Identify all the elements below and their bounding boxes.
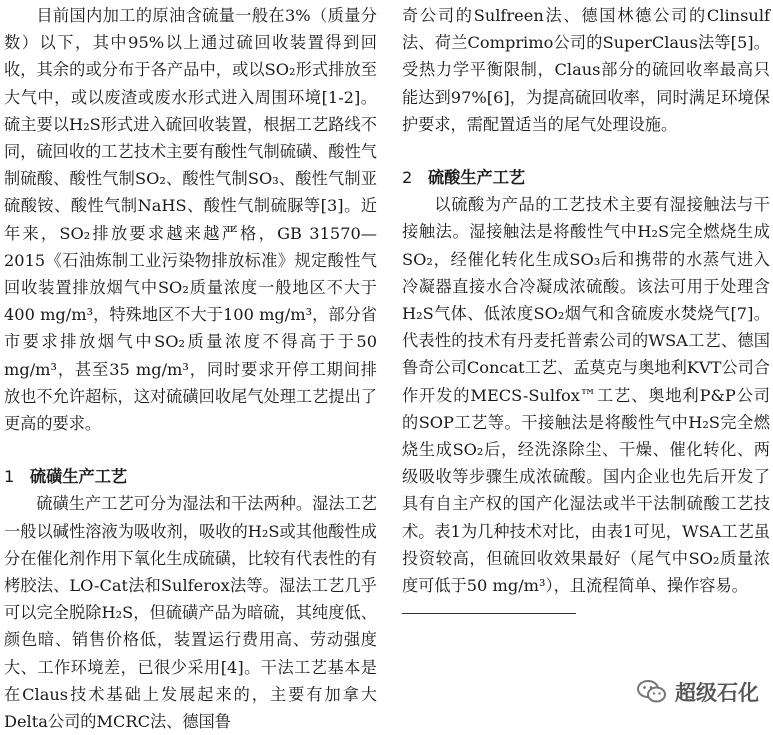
watermark-text: 超级石化 [675,681,759,705]
section-2-paragraph: 以硫酸为产品的工艺技术主要有湿接触法与干接触法。湿接触法是将酸性气中H₂S完全燃烧生成SO₂，经催化转化生成SO₃后和携带的水蒸气进入冷凝器直接水合冷凝成浓硫酸。该法可用于处理含H₂S气体、低浓度SO₂烟气和含硫废水焚烧气[7]。代表性的技术有丹麦托普索公司的WSA工艺、德国鲁奇公司Concat工艺、孟莫克与奥地利KVT公司合作开发的MECS-Sulfox™工艺、奥地利P&P公司的SOP工艺等。干接触法是将酸性气中H₂S完全燃烧生成SO₂后，经洗涤除尘、干燥、催化转化、两级吸收等步骤生成浓硫酸。国内企业也先后开发了具有自主产权的国产化湿法或半干法制硫酸工艺技术。表1为几种技术对比，由表1可见，WSA工艺虽投资较高，但硫回收效果最好（尾气中SO₂质量浓度可低于50 mg/m³），且流程简单、操作容易。 [402,195,770,596]
section-1-title: 硫磺生产工艺 [30,467,128,487]
watermark [637,677,759,707]
section-1-paragraph: 硫磺生产工艺可分为湿法和干法两种。湿法工艺一般以碱性溶液为吸收剂，吸收的H₂S或其他酸性成分在催化剂作用下氧化生成硫磺，比较有代表性的有栲胶法、LO-Cat法和Sulferox法等。湿法工艺几乎可以完全脱除H₂S，但硫磺产品为暗硫，其纯度低、颜色暗、销售价格低，装置运行费用高、劳动强度大、工作环境差，已很少采用[4]。干法工艺基本是在Claus技术基础上发展起来的，主要有加拿大Delta公司的MCRC法、德国鲁 [4,494,377,732]
section-2-number: 2 [402,168,413,188]
section-2-title: 硫酸生产工艺 [428,168,526,188]
wechat-icon [637,679,667,705]
left-column [4,2,377,735]
footnote-rule [402,613,576,614]
section-2-heading [402,164,770,191]
section-1-heading [4,463,377,490]
intro-paragraph: 目前国内加工的原油含硫量一般在3%（质量分数）以下，其中95%以上通过硫回收装置得到回收，其余的或分布于各产品中，或以SO₂形式排放至大气中，或以废渣或废水形式进入周围环境[1-2]。硫主要以H₂S形式进入硫回收装置，根据工艺路线不同，硫回收的工艺技术主要有酸性气制硫磺、酸性气制硫酸、酸性气制SO₂、酸性气制SO₃、酸性气制亚硫酸铵、酸性气制NaHS、酸性气制硫脲等[3]。近年来，SO₂排放要求越来越严格，GB 31570—2015《石油炼制工业污染物排放标准》规定酸性气回收装置排放烟气中SO₂质量浓度一般地区不大于400 mg/m³，特殊地区不大于100 mg/m³，部分省市要求排放烟气中SO₂质量浓度不得高于于50 mg/m³，甚至35 mg/m³，同时要求开停工期间排放也不允许超标，这对硫磺回收尾气处理工艺提出了更高的要求。 [4,6,377,434]
continued-paragraph: 奇公司的Sulfreen法、德国林德公司的Clinsulf法、荷兰Comprimo公司的SuperClaus法等[5]。受热力学平衡限制，Claus部分的硫回收率最高只能达到97%[6]，为提高硫回收率，同时满足环境保护要求，需配置适当的尾气处理设施。 [402,6,770,134]
right-column [402,2,770,614]
section-1-number: 1 [4,467,15,487]
